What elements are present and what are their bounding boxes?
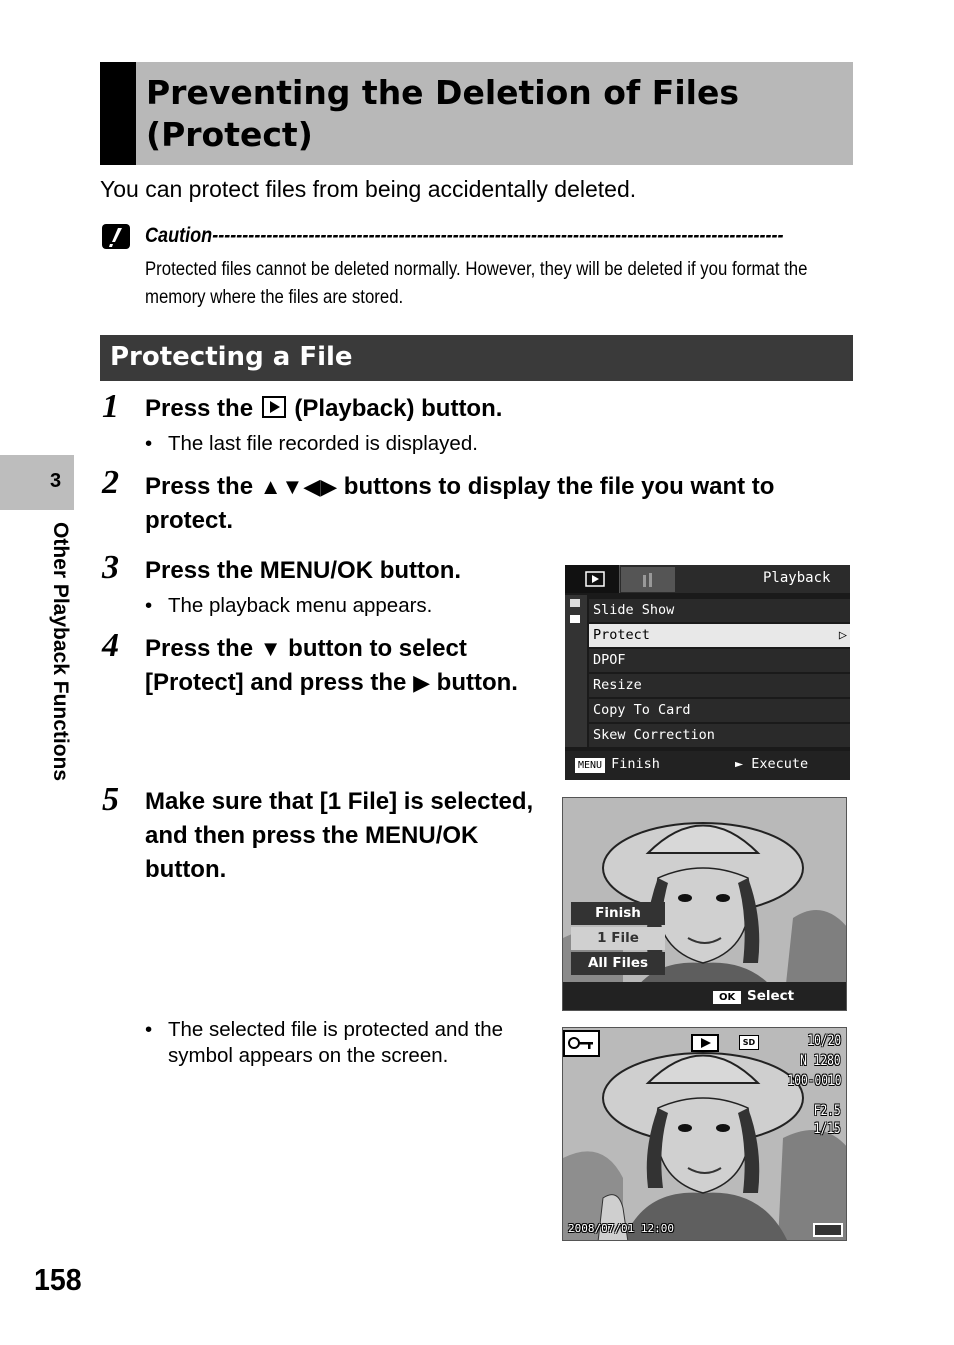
page-title-line2: (Protect) bbox=[146, 115, 313, 154]
menu-footer bbox=[565, 751, 850, 780]
right-arrow-icon: ▶ bbox=[413, 670, 430, 695]
title-banner bbox=[100, 62, 853, 165]
menu-tab-title: Playback bbox=[763, 570, 831, 586]
step-3-text: Press the MENU/OK button. bbox=[145, 557, 462, 584]
menu-item-resize[interactable]: Resize bbox=[589, 674, 850, 697]
step-3-bullet-text: The playback menu appears. bbox=[168, 594, 433, 617]
section-title: Protecting a File bbox=[110, 342, 353, 372]
step-5-text: Make sure that [1 File] is selected, and then press the MENU/OK button. bbox=[145, 788, 534, 883]
menu-foot-finish bbox=[575, 753, 660, 775]
direction-arrows-icon: ▲▼◀▶ bbox=[259, 474, 338, 499]
shutter-speed: 1/15 bbox=[814, 1121, 841, 1137]
step-5-bullet-text: The selected file is protected and the symbol appears on the screen. bbox=[168, 1018, 504, 1067]
step-4-text-b: button to select [Protect] and press the bbox=[145, 635, 467, 696]
bullet-dot: • bbox=[145, 1018, 153, 1041]
image-size: N 1280 bbox=[800, 1053, 841, 1069]
menu-side-strip bbox=[565, 595, 587, 747]
step-4-text-c: button. bbox=[429, 669, 518, 696]
menu-tab-setup bbox=[621, 567, 675, 592]
step-1-text bbox=[145, 392, 845, 426]
step-5-bullet bbox=[145, 1017, 545, 1069]
select-label: Select bbox=[747, 988, 795, 1004]
step-1-text-b: (Playback) button. bbox=[287, 395, 503, 422]
step-1-text-a: Press the bbox=[145, 395, 260, 422]
bullet-dot: • bbox=[145, 432, 153, 455]
step-1-bullet-text: The last file recorded is displayed. bbox=[168, 432, 478, 455]
menu-tab-bar bbox=[565, 565, 850, 593]
protect-key-icon bbox=[563, 1030, 600, 1057]
chapter-label: Other Playback Functions bbox=[49, 522, 72, 782]
ok-key-icon: OK bbox=[713, 991, 741, 1004]
step-1-number: 1 bbox=[102, 388, 119, 425]
protect-option-finish[interactable]: Finish bbox=[571, 902, 665, 925]
title-accent-bar bbox=[100, 62, 136, 165]
intro-text: You can protect files from being accidentally deleted. bbox=[100, 176, 637, 202]
page-number: 158 bbox=[34, 1262, 82, 1297]
menu-page-icon bbox=[565, 595, 587, 635]
step-2-text-a: Press the bbox=[145, 473, 260, 500]
menu-item-skew-correction[interactable]: Skew Correction bbox=[589, 724, 850, 747]
menu-foot-finish-label: Finish bbox=[611, 756, 660, 772]
file-count: 10/20 bbox=[807, 1033, 841, 1049]
submenu-arrow-icon: ▷ bbox=[838, 627, 847, 643]
step-2-number: 2 bbox=[102, 464, 119, 501]
step-4-text bbox=[145, 632, 535, 700]
protect-select-screen bbox=[562, 797, 847, 1011]
page-title-line1: Preventing the Deletion of Files bbox=[146, 73, 739, 112]
step-5-number: 5 bbox=[102, 781, 119, 818]
protected-playback-screen bbox=[562, 1027, 847, 1241]
protect-option-all-files[interactable]: All Files bbox=[571, 952, 665, 975]
playback-menu-screen bbox=[565, 565, 850, 780]
menu-item-protect-label: Protect bbox=[593, 627, 650, 643]
caution-heading bbox=[145, 224, 855, 250]
section-header bbox=[100, 335, 853, 381]
step-2-text-b: buttons to display the file you want to protect. bbox=[145, 473, 775, 534]
protect-option-1-file[interactable]: 1 File bbox=[571, 927, 665, 950]
down-arrow-icon: ▼ bbox=[259, 636, 282, 661]
step-2-text bbox=[145, 470, 855, 538]
step-1-bullet bbox=[145, 431, 845, 457]
chapter-number: 3 bbox=[50, 470, 62, 492]
step-4-number: 4 bbox=[102, 627, 119, 664]
playback-mode-icon bbox=[691, 1034, 719, 1052]
step-3-number: 3 bbox=[102, 549, 119, 586]
aperture-value: F2.5 bbox=[814, 1103, 841, 1119]
battery-icon bbox=[813, 1223, 843, 1237]
menu-tab-playback bbox=[565, 565, 620, 593]
bullet-dot: • bbox=[145, 594, 153, 617]
key-symbol bbox=[565, 1032, 598, 1055]
caution-icon bbox=[101, 223, 131, 250]
menu-item-copy-to-card[interactable]: Copy To Card bbox=[589, 699, 850, 722]
caution-body: Protected files cannot be deleted normally. However, they will be deleted if you format the memory where the files are stored. bbox=[145, 258, 808, 308]
sd-card-icon: SD bbox=[739, 1035, 759, 1050]
menu-item-slide-show[interactable]: Slide Show bbox=[589, 599, 850, 622]
caution-dash-rule: ----------------------------------------------------------------------------------------------- bbox=[212, 224, 784, 247]
page-title bbox=[146, 72, 846, 156]
step-3-bullet bbox=[145, 593, 545, 619]
caution-heading-label: Caution bbox=[145, 224, 213, 247]
date-time: 2008/07/01 12:00 bbox=[568, 1222, 674, 1235]
wrench-icon bbox=[621, 567, 675, 592]
step-4-text-a: Press the bbox=[145, 635, 260, 662]
chapter-tab bbox=[0, 455, 74, 510]
menu-item-dpof[interactable]: DPOF bbox=[589, 649, 850, 672]
playback-icon bbox=[565, 565, 620, 593]
menu-foot-execute: ► Execute bbox=[735, 756, 809, 772]
file-number: 100-0010 bbox=[787, 1073, 841, 1089]
menu-key-icon: MENU bbox=[575, 758, 605, 773]
protect-footer bbox=[563, 982, 847, 1011]
playback-button-icon bbox=[262, 396, 286, 418]
menu-item-protect[interactable] bbox=[589, 624, 850, 647]
